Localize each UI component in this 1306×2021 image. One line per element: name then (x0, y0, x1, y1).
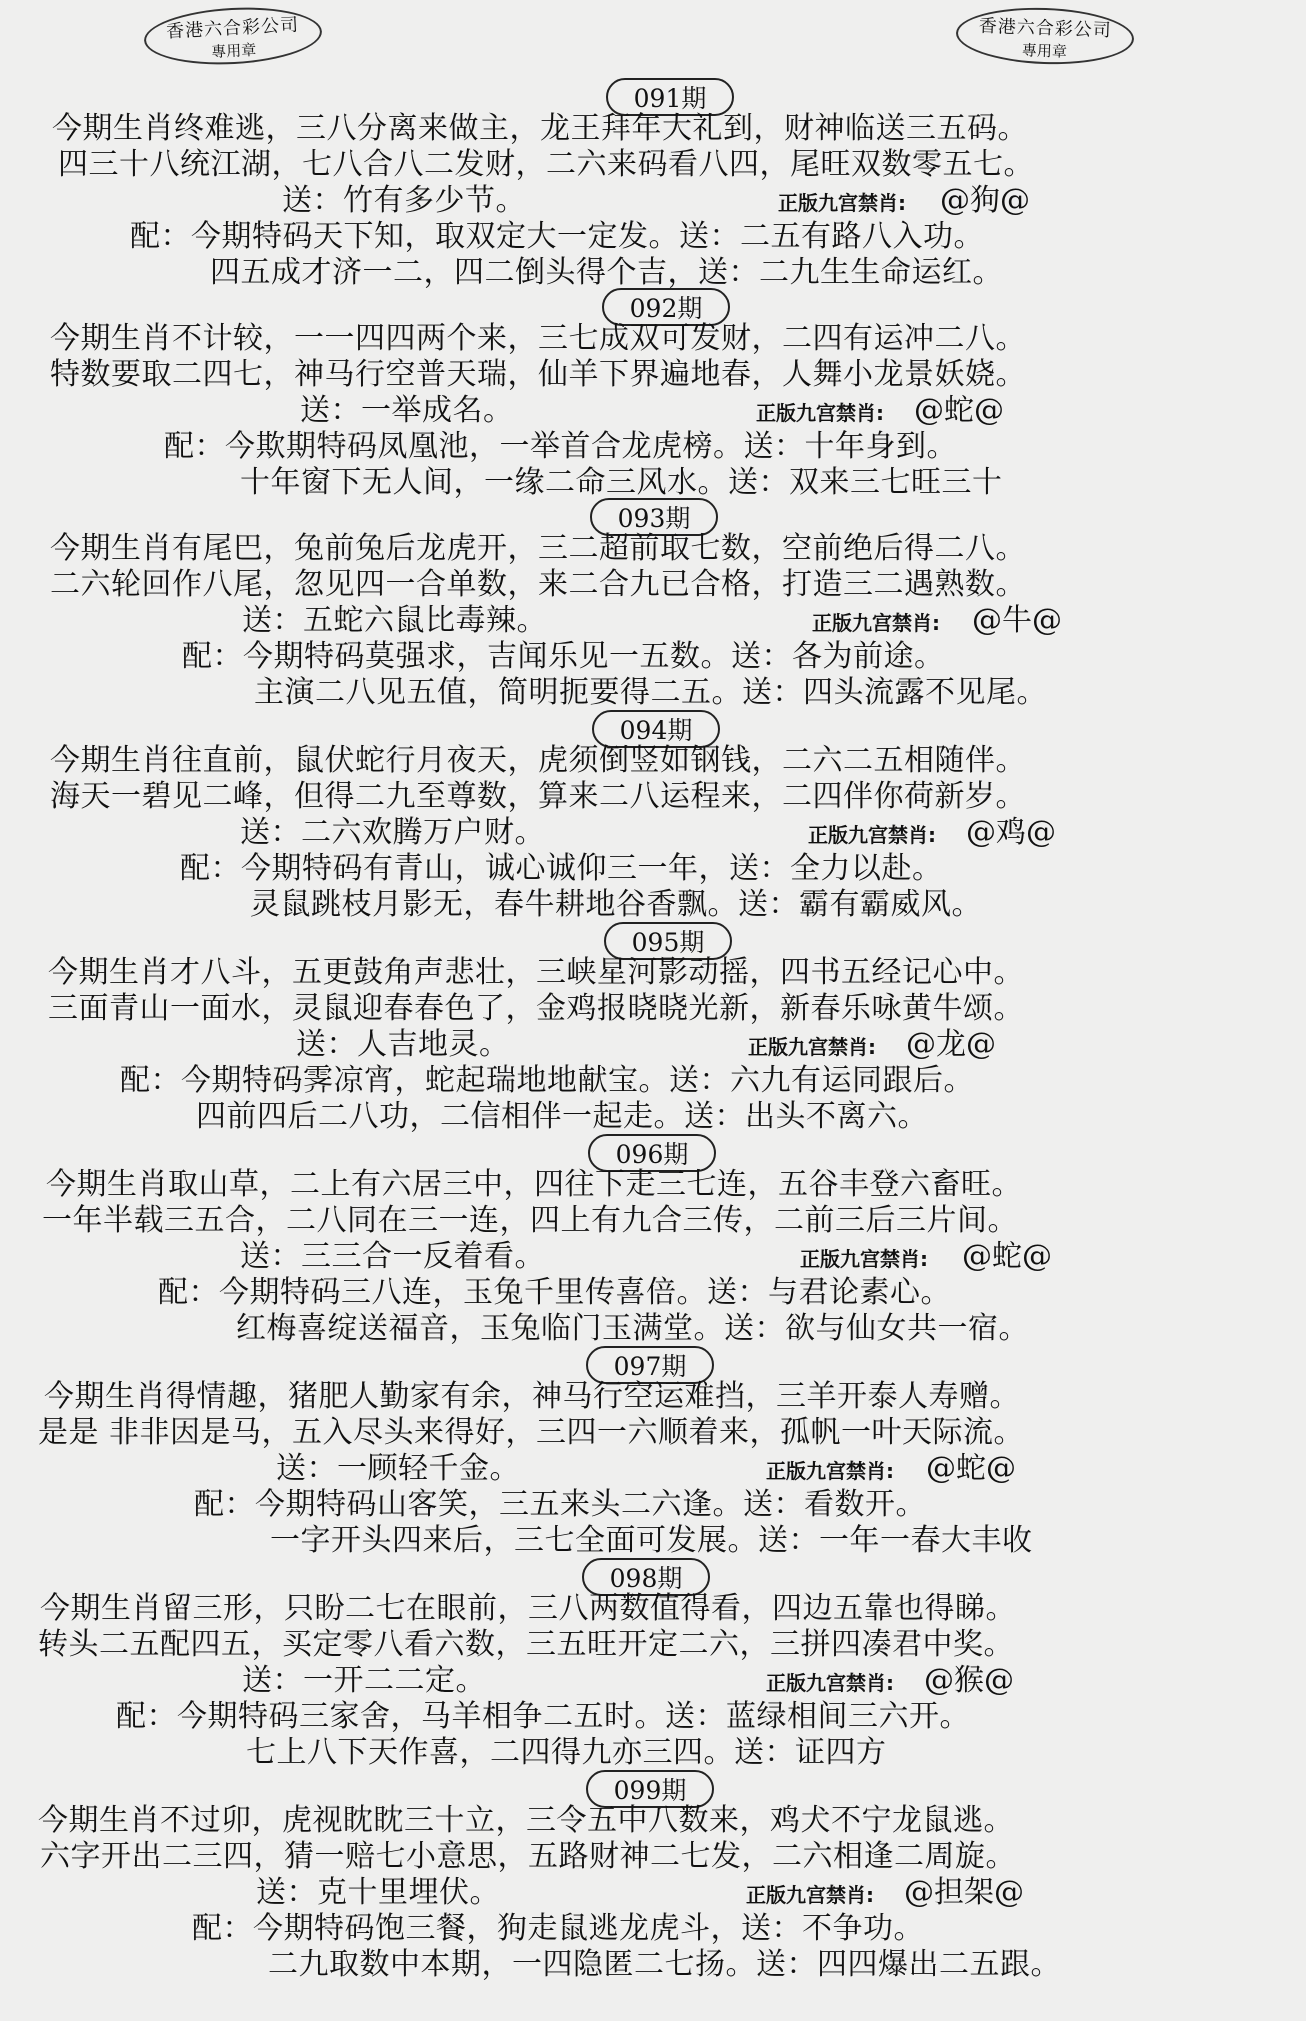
verse-line: 是是 非非因是马，五入尽头来得好，三四一六顺着来，孤帆一叶天际流。 (38, 1415, 1025, 1450)
seal-text: 香港六合彩公司 (165, 14, 300, 43)
gift-line: 送：三三合一反着看。 (240, 1239, 545, 1274)
period-section-098 (0, 1558, 1306, 1770)
ban-value: @蛇@ (914, 393, 1004, 428)
pair-line: 七上八下天作喜，二四得九亦三四。送：证四方 (246, 1735, 887, 1770)
pair-line: 红梅喜绽送福音，玉兔临门玉满堂。送：欲与仙女共一宿。 (236, 1311, 1029, 1346)
seal-subtext: 專用章 (210, 40, 257, 62)
verse-line: 今期生肖不过卯，虎视眈眈三十立，三令五中八数来，鸡犬不宁龙鼠逃。 (38, 1803, 1014, 1838)
seal-subtext: 專用章 (1021, 41, 1068, 61)
verse-line: 今期生肖有尾巴，兔前兔后龙虎开，三二超前取七数，空前绝后得二八。 (50, 531, 1026, 566)
ban-label: 正版九宫禁肖: (808, 823, 936, 847)
verse-line: 特数要取二四七，神马行空普天瑞，仙羊下界遍地春，人舞小龙景妖娆。 (50, 357, 1026, 392)
ban-value: @狗@ (940, 183, 1030, 218)
pair-line: 配：今欺期特码凤凰池，一举首合龙虎榜。送：十年身到。 (164, 429, 957, 464)
pair-line: 配：今期特码有青山，诚心诚仰三一年，送：全力以赴。 (180, 851, 943, 886)
verse-line: 海天一碧见二峰，但得二九至尊数，算来二八运程来，二四伴你荷新岁。 (50, 779, 1026, 814)
period-label: 099期 (586, 1770, 714, 1808)
pair-line: 二九取数中本期，一四隐匿二七扬。送：四四爆出二五跟。 (268, 1947, 1061, 1982)
seal-stamp-right (955, 5, 1135, 67)
verse-line: 今期生肖终难逃，三八分离来做主，龙王拜年大礼到，财神临送三五码。 (52, 111, 1028, 146)
pair-line: 配：今期特码饱三餐，狗走鼠逃龙虎斗，送：不争功。 (192, 1911, 924, 1946)
verse-line: 今期生肖留三形，只盼二七在眼前，三八两数值得看，四边五靠也得睇。 (40, 1591, 1016, 1626)
verse-line: 今期生肖不计较，一一四四两个来，三七成双可发财，二四有运冲二八。 (50, 321, 1026, 356)
period-section-092 (0, 288, 1306, 500)
period-label: 091期 (606, 78, 734, 116)
pair-line: 配：今期特码霁凉宵，蛇起瑞地地献宝。送：六九有运同跟后。 (120, 1063, 974, 1098)
period-label: 093期 (590, 498, 718, 536)
gift-line: 送：五蛇六鼠比毒辣。 (242, 603, 547, 638)
verse-line: 六字开出二三四，猜一赔七小意思，五路财神二七发，二六相逢二周旋。 (40, 1839, 1016, 1874)
pair-line: 十年窗下无人间，一缘二命三风水。送：双来三七旺三十 (240, 465, 1003, 500)
period-section-096 (0, 1134, 1306, 1346)
ban-value: @蛇@ (926, 1451, 1016, 1486)
pair-line: 四五成才济一二，四二倒头得个吉，送：二九生生命运红。 (210, 255, 1003, 290)
gift-line: 送：一顾轻千金。 (276, 1451, 520, 1486)
gift-line: 送：竹有多少节。 (282, 183, 526, 218)
ban-value: @蛇@ (962, 1239, 1052, 1274)
verse-line: 三面青山一面水，灵鼠迎春春色了，金鸡报晓晓光新，新春乐咏黄牛颂。 (48, 991, 1024, 1026)
period-section-095 (0, 922, 1306, 1134)
period-section-093 (0, 498, 1306, 710)
gift-line: 送：一开二二定。 (242, 1663, 486, 1698)
ban-label: 正版九宫禁肖: (812, 611, 940, 635)
verse-line: 一年半载三五合，二八同在三一连，四上有九合三传，二前三后三片间。 (42, 1203, 1018, 1238)
pair-line: 一字开头四来后，三七全面可发展。送：一年一春大丰收 (270, 1523, 1033, 1558)
pair-line: 配：今期特码天下知，取双定大一定发。送：二五有路八入功。 (130, 219, 984, 254)
ban-label: 正版九宫禁肖: (748, 1035, 876, 1059)
seal-stamp-left (143, 3, 324, 68)
ban-label: 正版九宫禁肖: (766, 1671, 894, 1695)
verse-line: 今期生肖往直前，鼠伏蛇行月夜天，虎须倒竖如钢钱，二六二五相随伴。 (50, 743, 1026, 778)
period-section-097 (0, 1346, 1306, 1558)
ban-value: @担架@ (904, 1875, 1024, 1910)
gift-line: 送：人吉地灵。 (296, 1027, 510, 1062)
pair-line: 配：今期特码三家舍，马羊相争二五时。送：蓝绿相间三六开。 (116, 1699, 970, 1734)
ban-label: 正版九宫禁肖: (756, 401, 884, 425)
pair-line: 配：今期特码莫强求，吉闻乐见一五数。送：各为前途。 (182, 639, 945, 674)
ban-value: @猴@ (924, 1663, 1014, 1698)
period-section-094 (0, 710, 1306, 922)
verse-line: 今期生肖取山草，二上有六居三中，四往下走三七连，五谷丰登六畜旺。 (46, 1167, 1022, 1202)
ban-label: 正版九宫禁肖: (778, 191, 906, 215)
gift-line: 送：一举成名。 (300, 393, 514, 428)
ban-value: @牛@ (972, 603, 1062, 638)
period-label: 098期 (582, 1558, 710, 1596)
verse-line: 二六轮回作八尾，忽见四一合单数，来二合九已合格，打造三二遇熟数。 (50, 567, 1026, 602)
verse-line: 转头二五配四五，买定零八看六数，三五旺开定二六，三拼四凑君中奖。 (38, 1627, 1014, 1662)
seal-text: 香港六合彩公司 (978, 15, 1113, 42)
pair-line: 灵鼠跳枝月影无，春牛耕地谷香飘。送：霸有霸威风。 (250, 887, 982, 922)
verse-line: 今期生肖得情趣，猪肥人勤家有余，神马行空运难挡，三羊开泰人寿赠。 (44, 1379, 1020, 1414)
ban-value: @龙@ (906, 1027, 996, 1062)
period-label: 096期 (588, 1134, 716, 1172)
pair-line: 配：今期特码山客笑，三五来头二六逢。送：看数开。 (194, 1487, 926, 1522)
verse-line: 四三十八统江湖，七八合八二发财，二六来码看八四，尾旺双数零五七。 (58, 147, 1034, 182)
period-label: 094期 (592, 710, 720, 748)
ban-label: 正版九宫禁肖: (800, 1247, 928, 1271)
ban-label: 正版九宫禁肖: (746, 1883, 874, 1907)
period-label: 097期 (586, 1346, 714, 1384)
period-label: 095期 (604, 922, 732, 960)
gift-line: 送：二六欢腾万户财。 (240, 815, 545, 850)
period-section-099 (0, 1770, 1306, 1982)
verse-line: 今期生肖才八斗，五更鼓角声悲壮，三峡星河影动摇，四书五经记心中。 (48, 955, 1024, 990)
period-section-091 (0, 78, 1306, 290)
pair-line: 配：今期特码三八连，玉兔千里传喜倍。送：与君论素心。 (158, 1275, 951, 1310)
period-label: 092期 (602, 288, 730, 326)
pair-line: 四前四后二八功，二信相伴一起走。送：出头不离六。 (196, 1099, 928, 1134)
ban-value: @鸡@ (966, 815, 1056, 850)
pair-line: 主演二八见五值，简明扼要得二五。送：四头流露不见尾。 (254, 675, 1047, 710)
ban-label: 正版九宫禁肖: (766, 1459, 894, 1483)
gift-line: 送：克十里埋伏。 (256, 1875, 500, 1910)
